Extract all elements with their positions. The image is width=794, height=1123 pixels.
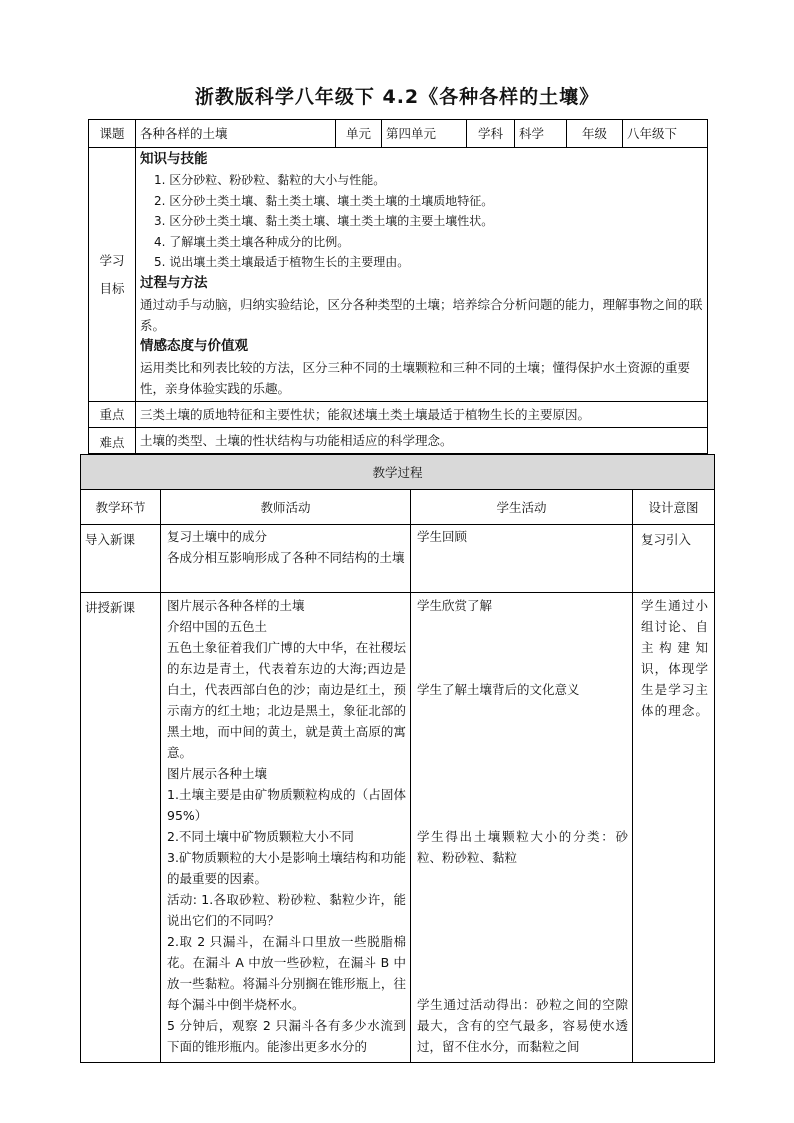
grade-value: 八年级下	[623, 120, 708, 148]
intro-teacher-line: 复习土壤中的成分	[167, 529, 268, 544]
column-header-stage: 教学环节	[81, 490, 161, 525]
lecture-teacher-line: 3.矿物质颗粒的大小是影响土壤结构和功能的最重要的因素。	[167, 850, 406, 886]
lecture-row	[81, 593, 715, 1063]
lecture-teacher-line: 2.不同土壤中矿物质颗粒大小不同	[167, 829, 354, 844]
lecture-student-activity: 学生通过活动得出：砂粒之间的空隙最大，含有的空气最多，容易使水透过，留不住水分，而黏粒之间	[417, 997, 628, 1054]
key-point-text: 三类土壤的质地特征和主要性状；能叙述壤土类土壤最适于植物生长的主要原因。	[136, 402, 708, 428]
lecture-stage: 讲授新课	[81, 593, 161, 1063]
lecture-student	[411, 593, 633, 1063]
lecture-teacher-line: 五色土象征着我们广博的大中华，在社稷坛的东边是青土，代表着东边的大海;西边是白土，代表西部白色的沙；南边是红土，预示南方的红土地；北边是黑土，象征北部的黑土地，而中间的黄土，就是黄土高原的寓意。	[167, 640, 406, 760]
objectives-label	[89, 148, 136, 402]
knowledge-item: 4. 了解壤土类土壤各种成分的比例。	[154, 234, 350, 249]
column-header-teacher: 教师活动	[161, 490, 411, 525]
lecture-teacher-line: 介绍中国的五色土	[167, 619, 268, 634]
intro-teacher-line: 各成分相互影响形成了各种不同结构的土壤	[167, 550, 405, 565]
objectives-content	[136, 148, 708, 402]
topic-value: 各种各样的土壤	[136, 120, 336, 148]
objectives-label-line2: 目标	[99, 280, 125, 296]
teaching-process-heading: 教学过程	[81, 455, 715, 490]
knowledge-item: 3. 区分砂土类土壤、黏土类土壤、壤土类土壤的主要土壤性状。	[154, 214, 494, 228]
intro-student: 学生回顾	[411, 525, 633, 593]
attitude-heading: 情感态度与价值观	[140, 337, 248, 354]
lecture-student-classify: 学生得出土壤颗粒大小的分类：砂粒、粉砂粒、黏粒	[417, 829, 628, 865]
page-title: 浙教版科学八年级下 4.2《各种各样的土壤》	[194, 86, 600, 108]
knowledge-heading: 知识与技能	[140, 151, 208, 167]
difficulty-text: 土壤的类型、土壤的性状结构与功能相适应的科学理念。	[136, 428, 708, 454]
lecture-student-culture: 学生了解土壤背后的文化意义	[417, 682, 580, 697]
key-point-label: 重点	[89, 402, 136, 428]
lecture-teacher-line: 图片展示各种土壤	[167, 766, 268, 781]
grade-label: 年级	[567, 120, 623, 148]
unit-label: 单元	[336, 120, 382, 148]
lecture-teacher-line: 1.土壤主要是由矿物质颗粒构成的（占固体 95%）	[167, 787, 406, 823]
knowledge-item: 1. 区分砂粒、粉砂粒、黏粒的大小与性能。	[154, 173, 386, 187]
column-header-student: 学生活动	[411, 490, 633, 525]
objectives-label-line1: 学习	[99, 252, 125, 268]
process-method-text: 通过动手与动脑，归纳实验结论，区分各种类型的土壤；培养综合分析问题的能力，理解事物之间的联系。	[140, 296, 703, 333]
intro-stage: 导入新课	[81, 525, 161, 593]
lecture-student-appreciate: 学生欣赏了解	[417, 598, 493, 613]
lecture-teacher	[161, 593, 411, 1063]
topic-label: 课题	[89, 120, 136, 148]
lecture-teacher-line: 活动: 1.各取砂粒、粉砂粒、黏粒少许，能说出它们的不同吗？	[167, 892, 406, 928]
lecture-teacher-line: 5 分钟后，观察 2 只漏斗各有多少水流到下面的锥形瓶内。能渗出更多水分的	[167, 1018, 406, 1054]
difficulty-label: 难点	[89, 428, 136, 454]
lecture-teacher-line: 2.取 2 只漏斗，在漏斗口里放一些脱脂棉花。在漏斗 A 中放一些砂粒，在漏斗 B 中放一些黏粒。将漏斗分别搁在锥形瓶上，往每个漏斗中倒半烧杯水。	[167, 934, 406, 1012]
intro-design: 复习引入	[633, 525, 715, 593]
process-method-heading: 过程与方法	[140, 274, 208, 291]
knowledge-item: 2. 区分砂土类土壤、黏土类土壤、壤土类土壤的土壤质地特征。	[154, 193, 494, 208]
intro-teacher	[161, 525, 411, 593]
unit-value: 第四单元	[382, 120, 467, 148]
intro-row	[81, 525, 715, 593]
lecture-design: 学生通过小组讨论、自主构建知识，体现学生是学习主体的理念。	[633, 593, 715, 1063]
teaching-process-table	[80, 454, 715, 1063]
subject-label: 学科	[467, 120, 515, 148]
subject-value: 科学	[515, 120, 567, 148]
column-header-design: 设计意图	[633, 490, 715, 525]
lecture-teacher-line: 图片展示各种各样的土壤	[167, 598, 305, 613]
attitude-text: 运用类比和列表比较的方法，区分三种不同的土壤颗粒和三种不同的土壤；懂得保护水土资源的重要性，亲身体验实践的乐趣。	[140, 359, 691, 396]
knowledge-item: 5. 说出壤土类土壤最适于植物生长的主要理由。	[154, 255, 410, 269]
lesson-info-table	[88, 119, 708, 454]
